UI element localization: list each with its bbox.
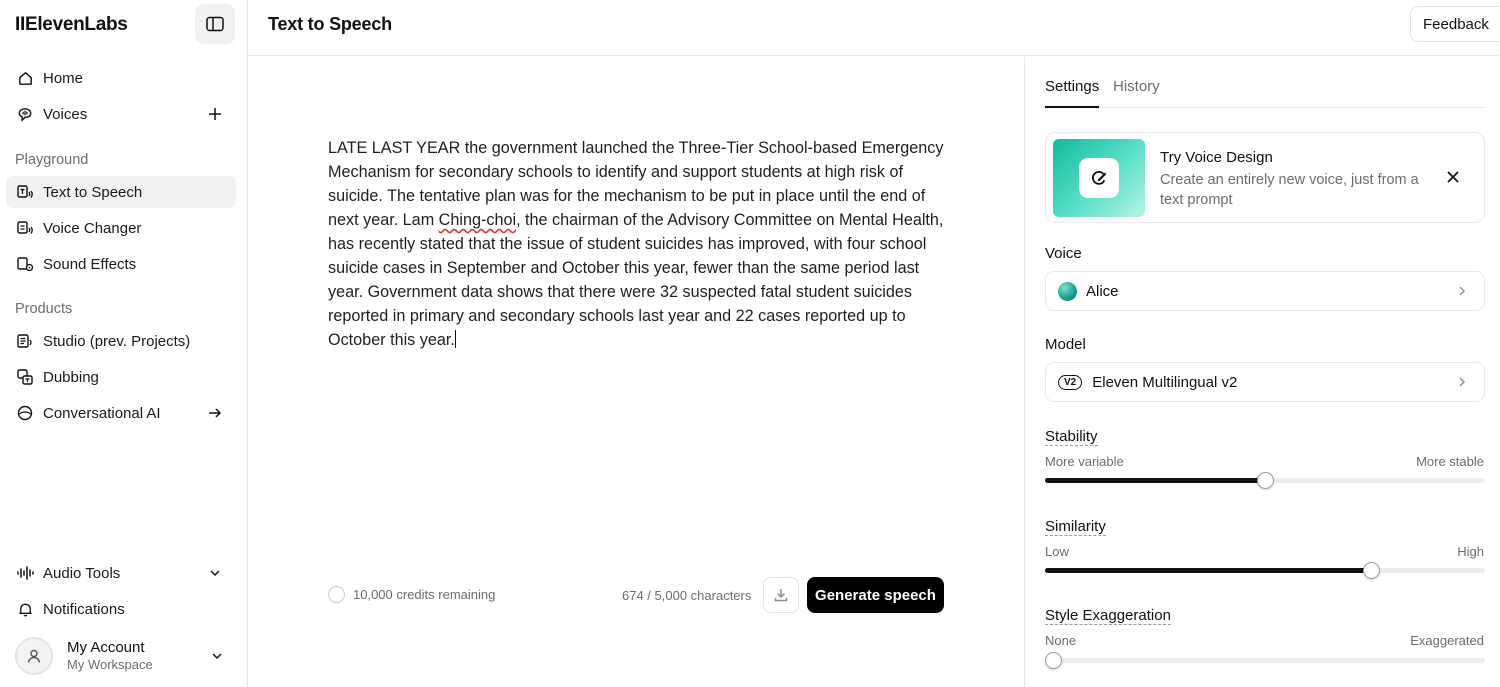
settings-tabs bbox=[1045, 57, 1485, 108]
text-input[interactable] bbox=[328, 136, 948, 352]
stability-max-label: More stable bbox=[1416, 454, 1484, 469]
similarity-max-label: High bbox=[1457, 544, 1484, 559]
sidebar bbox=[0, 0, 248, 687]
sidebar-item-label: Studio (prev. Projects) bbox=[43, 332, 191, 350]
sidebar-item-text-to-speech[interactable] bbox=[6, 176, 236, 208]
credits-indicator bbox=[328, 586, 495, 603]
account-menu[interactable] bbox=[15, 636, 237, 676]
promo-title: Try Voice Design bbox=[1160, 149, 1273, 166]
promo-description: Create an entirely new voice, just from a text prompt bbox=[1160, 172, 1419, 208]
sidebar-item-label: Audio Tools bbox=[43, 564, 121, 582]
voice-changer-icon bbox=[16, 219, 34, 237]
generate-speech-button[interactable]: Generate speech bbox=[807, 577, 944, 613]
home-icon bbox=[16, 69, 34, 87]
stability-slider[interactable] bbox=[1045, 478, 1485, 483]
promo-art bbox=[1053, 139, 1145, 217]
stability-label: Stability bbox=[1045, 428, 1098, 445]
arrow-right-icon bbox=[206, 404, 224, 422]
audio-waveform-icon bbox=[16, 564, 34, 582]
sidebar-item-studio[interactable] bbox=[6, 325, 236, 357]
voice-design-promo[interactable] bbox=[1045, 132, 1485, 223]
sidebar-item-label: Home bbox=[43, 69, 84, 87]
products-section-label: Products bbox=[15, 301, 73, 317]
slider-fill bbox=[1045, 568, 1371, 573]
sidebar-panel-icon bbox=[205, 14, 225, 34]
sidebar-item-label: Voices bbox=[43, 105, 88, 123]
plus-icon bbox=[208, 107, 222, 121]
settings-panel bbox=[1024, 57, 1500, 687]
sidebar-item-dubbing[interactable] bbox=[6, 361, 236, 393]
similarity-label: Similarity bbox=[1045, 518, 1106, 535]
text-caret bbox=[455, 330, 456, 348]
sidebar-item-voices[interactable] bbox=[6, 98, 236, 130]
sidebar-item-voice-changer[interactable] bbox=[6, 212, 236, 244]
style-exaggeration-label: Style Exaggeration bbox=[1045, 607, 1171, 624]
model-value: Eleven Multilingual v2 bbox=[1092, 373, 1238, 391]
avatar bbox=[15, 637, 53, 675]
sidebar-item-label: Voice Changer bbox=[43, 219, 142, 237]
chevron-right-icon bbox=[1456, 284, 1468, 301]
similarity-min-label: Low bbox=[1045, 544, 1069, 559]
voice-select[interactable] bbox=[1045, 271, 1485, 311]
spellcheck-flagged-word[interactable]: Ching-choi bbox=[438, 211, 517, 229]
character-count: 674 / 5,000 characters bbox=[622, 588, 752, 603]
download-button[interactable] bbox=[763, 577, 799, 613]
studio-icon bbox=[16, 332, 34, 350]
text-to-speech-icon bbox=[16, 183, 34, 201]
model-version-badge: V2 bbox=[1058, 375, 1082, 390]
chevron-down-icon bbox=[206, 564, 224, 582]
style-min-label: None bbox=[1045, 633, 1077, 648]
close-icon[interactable] bbox=[1442, 166, 1464, 188]
top-header bbox=[248, 0, 1500, 56]
account-workspace: My Workspace bbox=[67, 657, 153, 672]
slider-fill bbox=[1045, 478, 1265, 483]
tab-history[interactable]: History bbox=[1113, 78, 1160, 95]
app-logo[interactable]: IIElevenLabs bbox=[15, 14, 128, 35]
style-max-label: Exaggerated bbox=[1410, 633, 1484, 648]
sidebar-toggle-button[interactable] bbox=[195, 4, 235, 44]
voice-design-icon bbox=[1079, 158, 1119, 198]
bell-icon bbox=[16, 600, 34, 618]
chevron-right-icon bbox=[1456, 375, 1468, 392]
model-label: Model bbox=[1045, 336, 1086, 353]
download-icon bbox=[773, 587, 789, 603]
sidebar-item-label: Text to Speech bbox=[43, 183, 143, 201]
user-icon bbox=[25, 647, 43, 665]
model-select[interactable] bbox=[1045, 362, 1485, 402]
credits-progress-ring-icon bbox=[328, 586, 345, 603]
slider-thumb[interactable] bbox=[1257, 472, 1274, 489]
voice-label: Voice bbox=[1045, 245, 1082, 262]
text-editor-area bbox=[248, 57, 1024, 687]
sidebar-item-conversational-ai[interactable] bbox=[6, 397, 236, 429]
sidebar-item-notifications[interactable] bbox=[6, 593, 236, 625]
voices-icon bbox=[16, 105, 34, 123]
playground-section-label: Playground bbox=[15, 152, 89, 168]
voice-value: Alice bbox=[1086, 282, 1119, 300]
sidebar-item-label: Dubbing bbox=[43, 368, 99, 386]
style-exaggeration-slider[interactable] bbox=[1045, 658, 1485, 663]
voice-avatar-icon bbox=[1058, 282, 1077, 301]
slider-thumb[interactable] bbox=[1363, 562, 1380, 579]
text-segment: LATE LAST YEAR the government launched the Three-Tier School-based Emergency Mechanism for secondary schools to identify and support students at high risk of suicide. The tentative plan was for the mechanism to be put in place until the end of next year. Lam bbox=[328, 139, 944, 229]
text-segment: , the chairman of the Advisory Committee on Mental Health, has recently stated that the issue of student suicides has improved, with four school suicide cases in September and October this year, fewer than the same period last year. Government data shows that there were 32 suspected fatal student suicides reported in primary and secondary schools last year and 22 cases reported up to October this year. bbox=[328, 211, 944, 349]
slider-thumb[interactable] bbox=[1045, 652, 1062, 669]
credits-remaining: 10,000 credits remaining bbox=[353, 587, 496, 602]
account-name: My Account bbox=[67, 639, 145, 656]
chevron-down-icon bbox=[211, 649, 223, 666]
sidebar-item-audio-tools[interactable] bbox=[6, 557, 236, 589]
sidebar-item-label: Notifications bbox=[43, 600, 125, 618]
sound-effects-icon bbox=[16, 255, 34, 273]
conversational-ai-icon bbox=[16, 404, 34, 422]
sidebar-item-label: Sound Effects bbox=[43, 255, 137, 273]
dubbing-icon bbox=[16, 368, 34, 386]
sidebar-item-home[interactable] bbox=[6, 62, 236, 94]
sidebar-item-label: Conversational AI bbox=[43, 404, 161, 422]
tab-settings[interactable]: Settings bbox=[1045, 78, 1099, 108]
page-title: Text to Speech bbox=[268, 14, 392, 34]
stability-min-label: More variable bbox=[1045, 454, 1124, 469]
feedback-button[interactable]: Feedback bbox=[1410, 6, 1500, 42]
similarity-slider[interactable] bbox=[1045, 568, 1485, 573]
sidebar-item-sound-effects[interactable] bbox=[6, 248, 236, 280]
add-voice-button[interactable] bbox=[206, 105, 224, 123]
